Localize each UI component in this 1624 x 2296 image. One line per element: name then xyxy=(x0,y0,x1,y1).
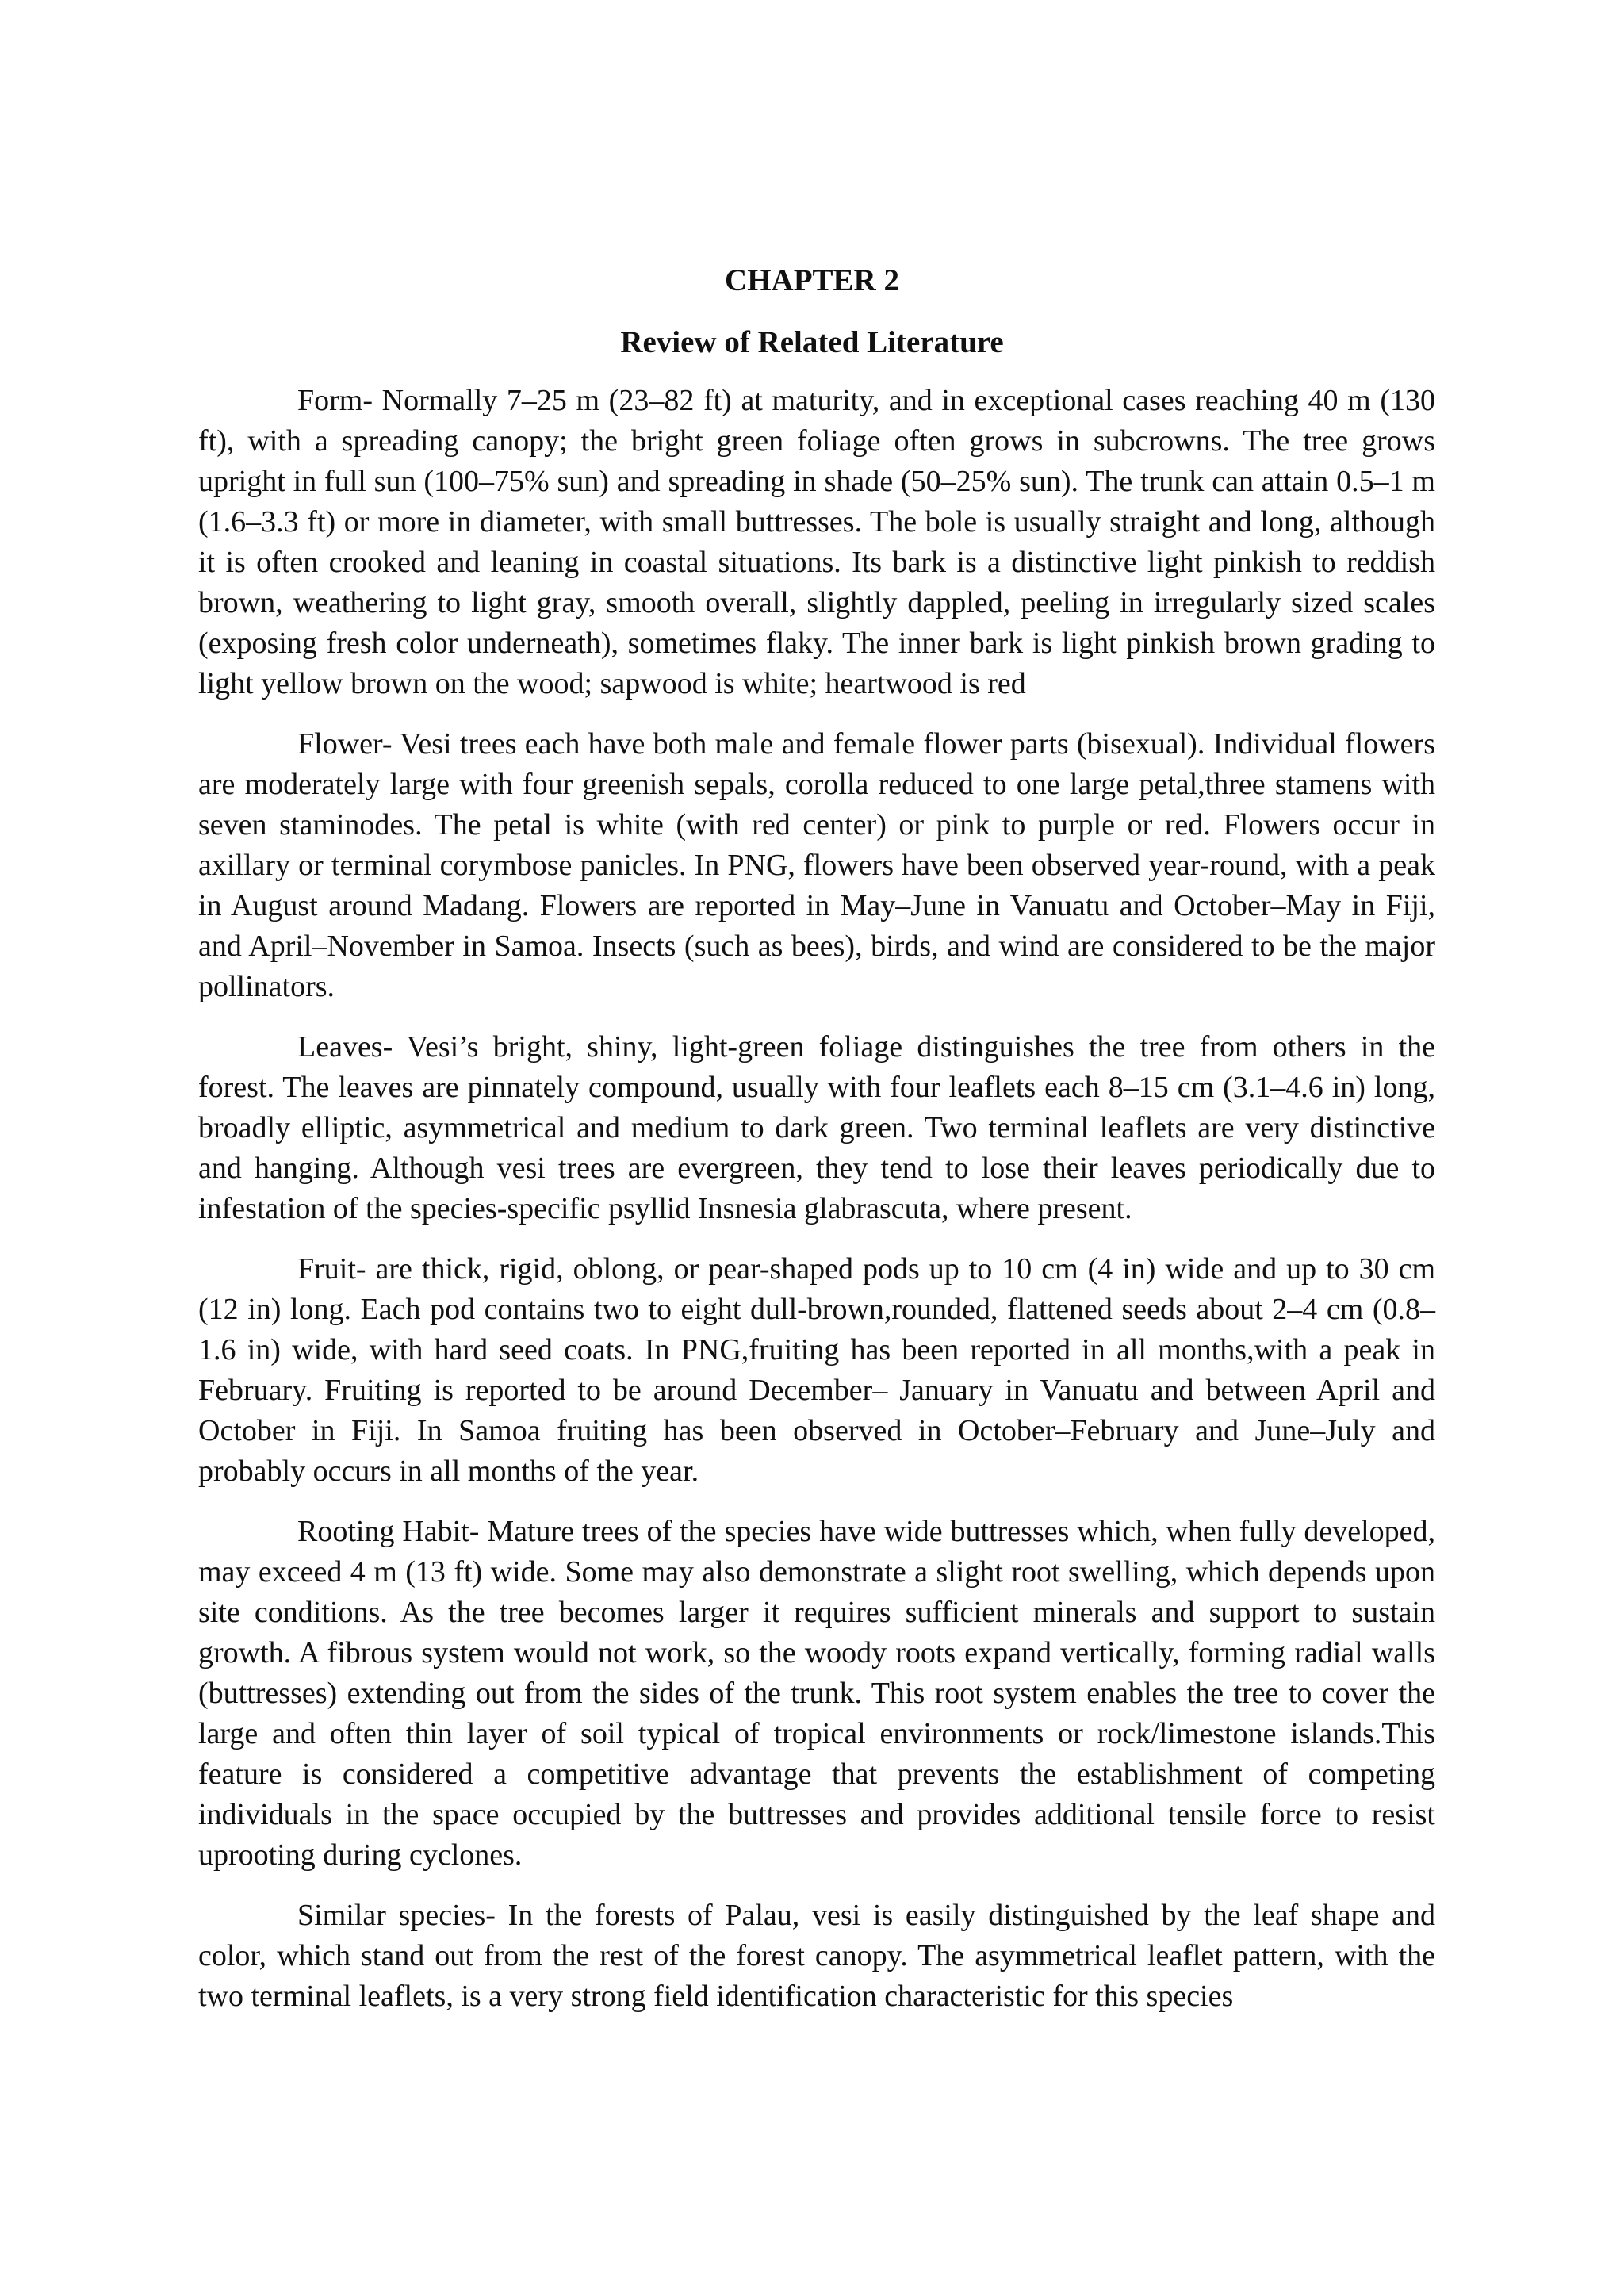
paragraph-flower: Flower- Vesi trees each have both male and female flower parts (bisexual). Individual flowers are moderately large with four greenish sepals, corolla reduced to one large petal,three stamens with seven staminodes. The petal is white (with red center) or pink to purple or red. Flowers occur in axillary or terminal corymbose panicles. In PNG, flowers have been observed year-round, with a peak in August around Madang. Flowers are reported in May–June in Vanuatu and October–May in Fiji, and April–November in Samoa. Insects (such as bees), birds, and wind are considered to be the major pollinators. xyxy=(198,727,1435,1003)
chapter-heading: CHAPTER 2 xyxy=(725,263,899,297)
paragraph-rooting-habit: Rooting Habit- Mature trees of the species have wide buttresses which, when fully developed, may exceed 4 m (13 ft) wide. Some may also demonstrate a slight root swelling, which depends upon site conditions. As the tree becomes larger it requires sufficient minerals and support to sustain growth. A fibrous system would not work, so the woody roots expand vertically, forming radial walls (buttresses) extending out from the sides of the trunk. This root system enables the tree to cover the large and often thin layer of soil typical of tropical environments or rock/limestone islands.This feature is considered a competitive advantage that prevents the establishment of competing individuals in the space occupied by the buttresses and provides additional tensile force to resist uprooting during cyclones. xyxy=(198,1515,1435,1872)
paragraph-fruit: Fruit- are thick, rigid, oblong, or pear-shaped pods up to 10 cm (4 in) wide and up to 30 cm (12 in) long. Each pod contains two to eight dull-brown,rounded, flattened seeds about 2–4 cm (0.8–1.6 in) wide, with hard seed coats. In PNG,fruiting has been reported in all months,with a peak in February. Fruiting is reported to be around December– January in Vanuatu and between April and October in Fiji. In Samoa fruiting has been observed in October–February and June–July and probably occurs in all months of the year. xyxy=(198,1252,1435,1488)
paragraph-leaves: Leaves- Vesi’s bright, shiny, light-green foliage distinguishes the tree from others in the forest. The leaves are pinnately compound, usually with four leaflets each 8–15 cm (3.1–4.6 in) long, broadly elliptic, asymmetrical and medium to dark green. Two terminal leaflets are very distinctive and hanging. Although vesi trees are evergreen, they tend to lose their leaves periodically due to infestation of the species-specific psyllid Insnesia glabrascuta, where present. xyxy=(198,1030,1435,1225)
paragraph-form: Form- Normally 7–25 m (23–82 ft) at maturity, and in exceptional cases reaching 40 m (130 ft), with a spreading canopy; the bright green foliage often grows in subcrowns. The tree grows upright in full sun (100–75% sun) and spreading in shade (50–25% sun). The trunk can attain 0.5–1 m (1.6–3.3 ft) or more in diameter, with small buttresses. The bole is usually straight and long, although it is often crooked and leaning in coastal situations. Its bark is a distinctive light pinkish to reddish brown, weathering to light gray, smooth overall, slightly dappled, peeling in irregularly sized scales (exposing fresh color underneath), sometimes flaky. The inner bark is light pinkish brown grading to light yellow brown on the wood; sapwood is white; heartwood is red xyxy=(198,384,1435,700)
section-heading: Review of Related Literature xyxy=(620,325,1004,359)
body-text xyxy=(198,381,1435,2037)
paragraph-similar-species: Similar species- In the forests of Palau, vesi is easily distinguished by the leaf shape and color, which stand out from the rest of the forest canopy. The asymmetrical leaflet pattern, with the two terminal leaflets, is a very strong field identification characteristic for this species xyxy=(198,1899,1435,2013)
